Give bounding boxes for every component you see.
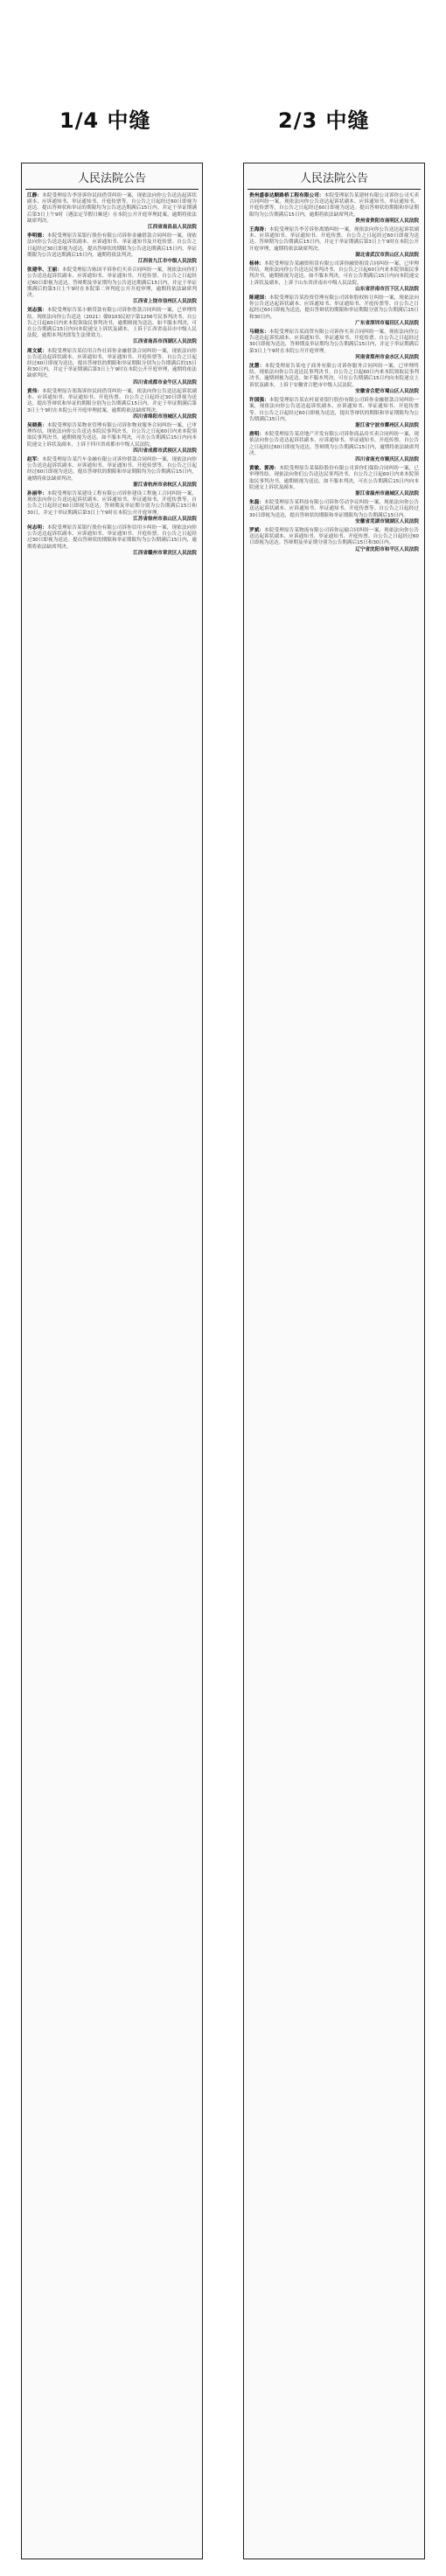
notice-court-name: 浙江省宁波市鄞州区人民法院 [355, 422, 419, 428]
notice-addressee: 陈建国： [249, 295, 269, 302]
notice-text: 本院受理原告某投资管理有限公司诉你股权转让纠纷一案，现依法向你公告送达起诉状副本、应诉通知书、举证通知书、开庭传票等。自公告之日起经过60日即视为送达，提出答辩状的期限和举证期限分别为公告期满后15日和30日内。 [249, 295, 419, 320]
court-notice [27, 525, 197, 557]
notice-court-name: 安徽省合肥市蜀山区人民法院 [355, 388, 419, 394]
court-notice [249, 261, 419, 293]
notice-text: 本院受理原告某物业管理有限公司诉你物业服务合同纠纷一案，已审理终结。现依法向你公告送达本院民事判决书。自公告之日起60日内来本院领取民事判决书，逾期则视为送达。如不服本判决，可在公告期满后15日内向本院递交上诉状及副本，上诉于四川省成都市中级人民法院。 [27, 422, 197, 448]
notice-text: 本院受理原告陈国平诉你们买卖合同纠纷一案，现依法向你们公告送达起诉状副本、应诉通知书、举证通知书、开庭传票。自公告之日起经过60日即视为送达。答辩期及举证期均为公告送达期满后15日内，并定于举证期满后的第3日上午9时在本院第二审判庭公开开庭审理，逾期将依法缺席判决。 [27, 267, 197, 299]
notice-court-name: 江苏省徐州市泉山区人民法院 [133, 516, 197, 522]
notice-court-name: 江西省上饶市信州区人民法院 [133, 299, 197, 305]
court-notice [249, 528, 419, 553]
notice-addressee: 唐明： [249, 432, 265, 438]
court-notice [27, 349, 197, 386]
notice-text: 本院受理原告某物流有限公司诉你运输合同纠纷一案，现依法向你公告送达起诉状副本、应诉通知书、举证通知书、开庭传票。自公告之日起经过60日即视为送达。答辩期及举证期分别为公告期满后15日和30日内。 [249, 527, 419, 546]
notice-court-name: 江西省南昌市西湖区人民法院 [133, 339, 197, 345]
notice-text: 本院受理原告某农村商业银行股份有限公司诉你金融借款合同纠纷一案，现依法向你公告送达起诉状副本、应诉通知书、举证通知书、开庭传票等。自公告之日起经过60日即视为送达，提出答辩状的期限和举证期限均为公告期满后15日内。 [249, 398, 419, 422]
notice-court-name: 山东省济南市历下区人民法院 [355, 286, 419, 292]
court-notice [249, 364, 419, 395]
notice-text: 本院受理原告某保险股份有限公司诉你们保险合同纠纷一案，已审理终结。现依法向你们公告送达民事判决书。自公告之日起60日内来本院领取民事判决书，逾期则视为送达。如不服本判决，可在公告期满后15日内向本院递交上诉状及副本。 [249, 466, 419, 490]
notice-court-name: 贵州省贵阳市南明区人民法院 [355, 218, 419, 224]
court-notice [27, 308, 197, 345]
court-notice [27, 457, 197, 489]
court-notice [27, 267, 197, 305]
notice-addressee: 李明德： [27, 233, 47, 240]
court-notice [249, 432, 419, 463]
court-notice [27, 389, 197, 420]
notice-addressee: 杨林： [249, 261, 265, 267]
notice-text: 本院受理原告某电子商务有限公司诉你服务合同纠纷一案，已审理终结。现依法向你公告送达民事判决书。自公告之日起60日内来本院领取民事判决书，逾期则视为送达。如不服本判决，可在公告期满后15日内向本院递交上诉状及副本，上诉于安徽省合肥市中级人民法院。 [249, 364, 419, 388]
left-notice-list [22, 190, 202, 563]
notice-court-name: 江西省九江市中级人民法院 [137, 259, 197, 265]
notice-addressee: 沈慧： [249, 364, 265, 370]
notice-addressee: 刘志强： [27, 308, 47, 314]
notice-text: 本院受理原告某汽车金融有限公司诉你借款合同纠纷一案，现依法向你公告送达起诉状副本、应诉通知书、举证通知书、开庭传票等。自公告之日起经过60日即视为送达，提出答辩状的期限和举证期限均为公告期满后15日内，逾期将依法缺席判决。 [27, 456, 197, 482]
left-section-heading: 1/4 中缝 [59, 108, 151, 133]
notice-court-name: 广东省深圳市福田区人民法院 [355, 320, 419, 326]
notice-text: 本院受理原告某房地产开发有限公司诉你商品房买卖合同纠纷一案，现依法向你公告送达起诉状副本、应诉通知书、举证通知书、开庭传票。自公告之日起经过60日即视为送达。答辩期为公告期满后15日内，逾期将依法缺席判决。 [249, 432, 419, 456]
court-notice [249, 227, 419, 259]
notice-court-name: 江西省南昌县人民法院 [148, 225, 197, 231]
court-notice [27, 233, 197, 265]
notice-text: 本院受理原告某银行股份有限公司诉你金融借款合同纠纷一案，现依法向你公告送达起诉状副本、应诉通知书、举证通知书及开庭传票。自公告之日起经过30日即视为送达。提出答辩状的期限为公告送达期满后15日内，举证期限为公告送达期满后15日内。逾期将依法判决。 [27, 233, 197, 258]
court-notice [27, 423, 197, 455]
right-notice-list [244, 190, 424, 559]
notice-text: 本院受理原告某小额贷款有限公司诉你借款合同纠纷一案，已审理终结。现依法向你公告送达（2021）赣0103民初字第1256号民事判决书。自公告之日起60日内来本院领取民事判决书，逾期则视为送达。如不服本判决，可在公告期满后15日内向本院递交上诉状及副本，上诉于江西省南昌市中级人民法院。逾期本判决即发生法律效力。 [27, 308, 197, 339]
notice-addressee: 何志明： [27, 524, 47, 531]
notice-text: 本院受理原告某融资租赁有限公司诉你融资租赁合同纠纷一案，已审理终结。现依法向你公告送达民事判决书。自公告之日起60日内来本院领取民事判决书，逾期则视为送达。如不服本判决，可在公告期满后15日内向本院递交上诉状及副本，上诉于山东省济南市中级人民法院。 [249, 261, 419, 286]
notice-text: 本院受理原告李泽诉你民间借贷纠纷一案，现依法向你公告送达起诉状副本、应诉通知书、举证通知书、开庭传票等。自公告之日起经过60日即视为送达。提出答辩状和举证的期限均为公告送达期满后15日内。并定于举证期满后第3日上午9时（遇法定节假日顺延）在本院公开开庭审理此案，逾期将依法缺席判决。 [27, 193, 197, 224]
notice-addressee: 孙丽华： [27, 490, 47, 496]
notice-court-name: 四川省绵阳市涪城区人民法院 [133, 413, 197, 420]
notice-text: 本院受理原告郑海诉你民间借贷纠纷一案，依法向你公告送达起诉状副本、应诉通知书、举证通知书、开庭传票。自公告之日起经过30日即视为送达。提出答辩状和举证的期限分别为公告期满后15日内。并定于举证期满后第3日上午9时在本院公开开庭审理此案，逾期将依法缺席判决。 [27, 388, 197, 413]
notice-addressee: 朱磊： [249, 500, 265, 506]
notice-court-name: 浙江省温州市鹿城区人民法院 [355, 490, 419, 496]
court-notice [249, 466, 419, 497]
notice-text: 本院受理原告某银行股份有限公司诉你信用卡纠纷一案，现依法向你公告送达起诉状副本、应诉通知书、举证通知书、开庭传票。自公告之日起经过30日即视为送达。提出答辩状的期限和举证期限均为公告期满后15日内，逾期将依法缺席判决。 [27, 524, 197, 550]
notice-addressee: 张建华、王丽： [27, 267, 62, 274]
court-notice [27, 491, 197, 523]
notice-court-name: 江西省赣州市章贡区人民法院 [133, 550, 197, 556]
notice-text: 本院受理原告某建材有限公司诉你公司买卖合同纠纷一案，现依法向你公告送达起诉状副本、应诉通知书、举证通知书、开庭传票等。自公告之日起经过60日即视为送达。提出答辩状的期限和举证期限均为公告期满后15日内，逾期将依法缺席判决。 [249, 193, 419, 218]
left-column-title: 人民法院公告 [25, 165, 199, 190]
notice-addressee: 王海涛： [249, 227, 269, 233]
notice-addressee: 黄敏、郭涛： [249, 466, 280, 472]
notice-addressee: 贵州盛泰达顺路桥工程有限公司： [249, 193, 324, 198]
right-notice-column [243, 163, 425, 2559]
court-notice [249, 295, 419, 327]
notice-addressee: 黄伟： [27, 388, 43, 394]
notice-court-name: 浙江省杭州市余杭区人民法院 [133, 482, 197, 488]
court-notice [27, 193, 197, 231]
notice-court-name: 河南省郑州市金水区人民法院 [355, 354, 419, 360]
notice-court-name: 四川省成都市金牛区人民法院 [133, 379, 197, 385]
notice-addressee: 罗斌： [249, 527, 265, 533]
notice-court-name: 湖北省武汉市洪山区人民法院 [355, 252, 419, 258]
notice-text: 本院受理原告某科技有限公司诉你劳动争议纠纷一案，现依法向你公告送达起诉状副本、应诉通知书、举证通知书、开庭传票等。自公告之日起经过30日即视为送达，提出答辩状的期限和举证期限均为公告期满后15日内。 [249, 500, 419, 518]
notice-addressee: 马晓东： [249, 330, 269, 336]
court-notice [249, 330, 419, 361]
notice-text: 本院受理原告某建设工程有限公司诉你建设工程施工合同纠纷一案，现依法向你公告送达起诉状副本、应诉通知书、举证通知书、开庭传票等。自公告之日起经过60日即视为送达，答辩期及举证期分别为公告期满后15日和30日，并定于举证期满后第3日上午9时在本院公开开庭审理。 [27, 490, 197, 516]
right-column-title: 人民法院公告 [247, 165, 421, 190]
notice-addressee: 江静： [27, 193, 43, 198]
notice-addressee: 吴晓燕： [27, 422, 47, 428]
notice-addressee: 赵军： [27, 456, 43, 462]
left-notice-column [21, 163, 203, 2559]
court-notice [249, 398, 419, 429]
notice-court-name: 安徽省芜湖市镜湖区人民法院 [355, 518, 419, 524]
notice-text: 本院受理原告某商贸有限公司诉你买卖合同纠纷一案，现依法向你公告送达起诉状副本、应诉通知书、举证通知书、开庭传票。自公告之日起经过30日即视为送达，答辩期及举证期均为公告期满后15日内，并定于举证期满后第3日上午9时在本院公开开庭审理。 [249, 330, 419, 354]
notice-court-name: 四川省南充市顺庆区人民法院 [355, 456, 419, 462]
right-section-heading: 2/3 中缝 [278, 108, 370, 133]
notice-court-name: 辽宁省沈阳市和平区人民法院 [355, 546, 419, 552]
court-notice [249, 500, 419, 525]
notice-court-name: 四川省成都市武侯区人民法院 [133, 448, 197, 454]
notice-text: 本院受理原告某信用合作社诉你金融借款合同纠纷一案，现依法向你公告送达起诉状副本、应诉通知书、举证通知书、开庭传票等。自公告之日起经过60日即视为送达。提出答辩状的期限和举证期限分别为公告期满后的15日和30日内，并定于举证期满后第3日上午9时在本院公开开庭审理，逾期将依法缺席判决。 [27, 348, 197, 379]
court-notice [249, 193, 419, 225]
notice-text: 本院受理原告李芳诉你离婚纠纷一案，现依法向你公告送达起诉状副本、应诉通知书、举证通知书、开庭传票。自公告之日起经过60日即视为送达。答辩期为公告期满后15日内，并定于举证期满后第3日上午9时在本院公开开庭审理，逾期将依法缺席判决。 [249, 227, 419, 252]
notice-addressee: 周文斌： [27, 348, 47, 354]
notice-addressee: 许国强： [249, 398, 269, 404]
